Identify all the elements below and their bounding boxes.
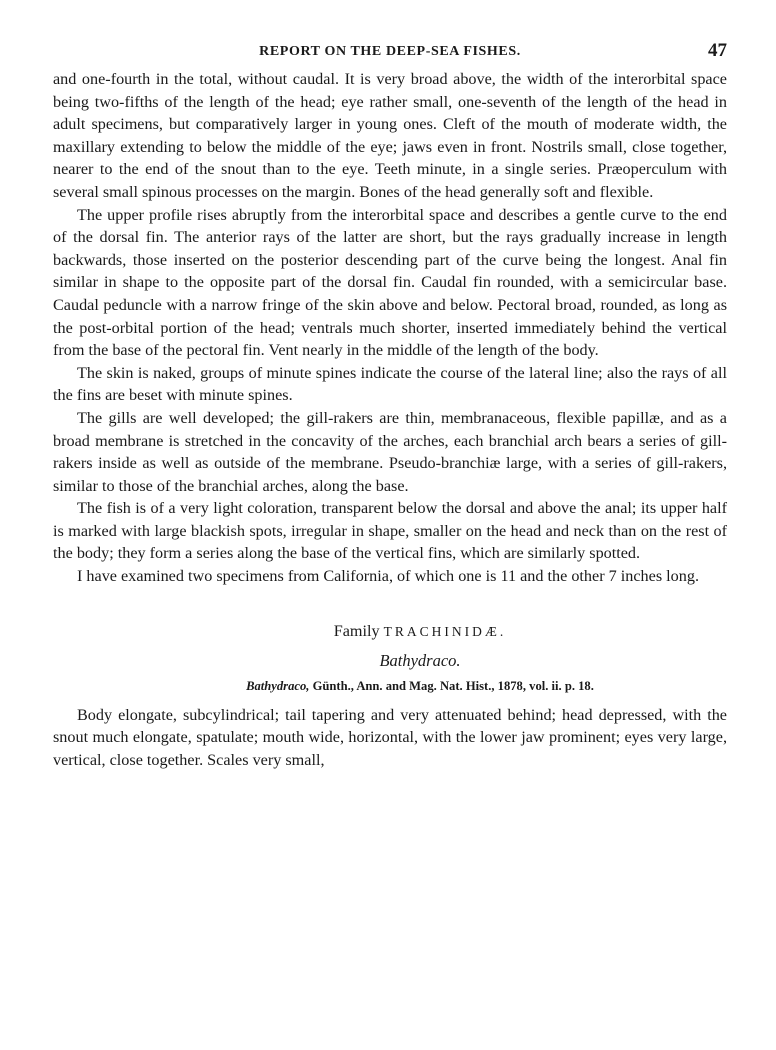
paragraph-coloration: The fish is of a very light coloration, transparent below the dorsal and above the anal; its upper half is marked with large blackish spots, irregular in shape, smaller on the head and neck than on the rest of the body; they form a series along the base of the vertical fins, which are similarly spotted. xyxy=(53,499,727,563)
family-name: TRACHINIDÆ. xyxy=(383,623,507,639)
paragraph-skin: The skin is naked, groups of minute spines indicate the course of the lateral line; also the rays of all the fins are beset with minute spines. xyxy=(53,363,727,405)
paragraph-specimens: I have examined two specimens from California, of which one is 11 and the other 7 inches long. xyxy=(77,567,700,586)
genus-heading: Bathydraco. xyxy=(379,650,461,670)
reference-citation: Günth., Ann. and Mag. Nat. Hist., 1878, vol. ii. p. 18. xyxy=(309,678,594,693)
paragraph-head-description: and one-fourth in the total, without caudal. It is very broad above, the width of the interorbital space being two-fifths of the length of the head; eye rather small, one-seventh of the length of the head in adult specimens, but comparatively larger in young ones. Cleft of the mouth of moderate width, the maxillary extending to below the middle of the eye; jaws even in front. Nostrils small, close together, nearer to the end of the snout than to the eye. Teeth minute, in a single series. Præoperculum with several small spinous processes on the margin. Bones of the head generally soft and flexible. xyxy=(53,70,727,201)
running-head xyxy=(53,40,727,68)
paragraph-profile-fins: The upper profile rises abruptly from the interorbital space and describes a gentle curve to the end of the dorsal fin. The anterior rays of the latter are short, but the rays gradually increase in length backwards, those inserted on the posterior descending part of the curve being the longest. Anal fin similar in shape to the opposite part of the dorsal fin. Caudal fin rounded, with a semicircular base. Caudal peduncle with a narrow fringe of the skin above and below. Pectoral broad, rounded, as long as the post-orbital portion of the head; ventrals much shorter, inserted immediately behind the vertical from the base of the pectoral fin. Vent nearly in the middle of the length of the body. xyxy=(53,205,727,360)
page xyxy=(53,40,727,771)
running-title: REPORT ON THE DEEP-SEA FISHES. xyxy=(259,44,521,59)
page-number: 47 xyxy=(708,40,727,61)
paragraph-gills: The gills are well developed; the gill-rakers are thin, membranaceous, flexible papillæ, and as a broad membrane is stretched in the concavity of the arches, each branchial arch bears a series of gill-rakers inside as well as outside of the membrane. Pseudo-branchiæ large, with a series of gill-rakers, similar to those of the branchial arches, along the base. xyxy=(53,408,727,495)
reference-genus: Bathydraco, xyxy=(246,678,310,693)
family-heading xyxy=(53,622,727,641)
paragraph-genus-description: Body elongate, subcylindrical; tail tapering and very attenuated behind; head depressed, with the snout much elongate, spatulate; mouth wide, horizontal, with the lower jaw prominent; eyes very large, vertical, close together. Scales very small, xyxy=(53,705,727,769)
genus-reference xyxy=(53,679,727,694)
family-prefix: Family xyxy=(333,621,384,640)
